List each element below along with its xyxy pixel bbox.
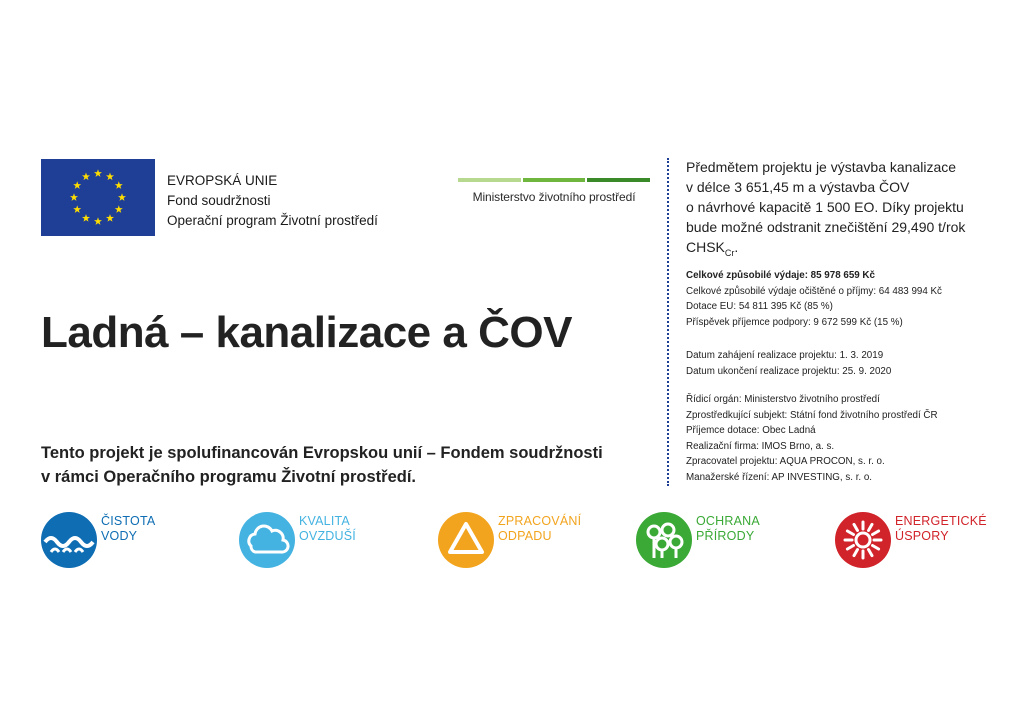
theme-energy-line-2: ÚSPORY [895, 529, 949, 543]
ministry-bars [458, 178, 650, 182]
theme-energy-line-1: ENERGETICKÉ [895, 514, 987, 528]
theme-nature [636, 512, 776, 572]
summary-chsk-sub: Cr [724, 247, 735, 258]
org-recipient: Příjemce dotace: Obec Ladná [686, 425, 816, 436]
ministry-bar-1 [458, 178, 521, 182]
recycle-triangle-icon [438, 512, 494, 568]
eu-star [115, 181, 123, 189]
cost-total: Celkové způsobilé výdaje: 85 978 659 Kč [686, 270, 875, 281]
water-icon [41, 512, 97, 568]
theme-air-line-2: OVZDUŠÍ [299, 529, 356, 543]
summary-chsk: CHSK [686, 239, 725, 255]
eu-flag [41, 159, 155, 236]
theme-air-label [299, 514, 356, 544]
cofinancing-line-2: v rámci Operačního programu Životní prostředí. [41, 468, 416, 486]
project-costs [686, 268, 942, 330]
summary-line-2: v délce 3 651,45 m a výstavba ČOV [686, 179, 910, 195]
org-contractor: Realizační firma: IMOS Brno, a. s. [686, 440, 835, 452]
eu-star [82, 173, 90, 181]
theme-waste-label [498, 514, 581, 544]
eu-star [94, 169, 102, 177]
theme-energy-label [895, 514, 987, 544]
ministry-bar-2 [523, 178, 586, 182]
summary-period: . [734, 239, 739, 255]
ministry-logo [458, 178, 650, 204]
eu-name: EVROPSKÁ UNIE [167, 173, 278, 188]
org-management: Manažerské řízení: AP INVESTING, s. r. o. [686, 471, 873, 483]
project-dates [686, 348, 891, 379]
eu-text-block [167, 171, 378, 231]
page-title: Ladná – kanalizace a ČOV [41, 308, 572, 357]
eu-star [70, 193, 78, 201]
theme-air-line-1: KVALITA [299, 514, 350, 528]
theme-water-line-1: ČISTOTA [101, 514, 156, 528]
eu-stars-icon [41, 159, 155, 236]
theme-waste [438, 512, 598, 572]
theme-water-line-2: VODY [101, 529, 138, 543]
eu-star [73, 181, 81, 189]
theme-nature-line-1: OCHRANA [696, 514, 760, 528]
eu-star [115, 205, 123, 213]
theme-nature-line-2: PŘÍRODY [696, 529, 755, 543]
eu-star [118, 193, 126, 201]
summary-line-4: bude možné odstranit znečištění 29,490 t/rok [686, 219, 966, 235]
theme-waste-line-2: ODPADU [498, 529, 552, 543]
eu-programme: Operační program Životní prostředí [167, 213, 378, 228]
cofinancing-statement [41, 441, 603, 489]
cost-own: Příspěvek příjemce podpory: 9 672 599 Kč (15 %) [686, 316, 903, 328]
cloud-icon [239, 512, 295, 568]
project-organisations [686, 392, 938, 485]
org-managing: Řídicí orgán: Ministerstvo životního prostředí [686, 394, 880, 405]
ministry-label: Ministerstvo životního prostředí [472, 190, 636, 204]
cost-net: Celkové způsobilé výdaje očištěné o příjmy: 64 483 994 Kč [686, 285, 942, 297]
eu-fund: Fond soudržnosti [167, 193, 271, 208]
sun-icon [835, 512, 891, 568]
trees-icon [636, 512, 692, 568]
org-intermediary: Zprostředkující subjekt: Státní fond životního prostředí ČR [686, 409, 938, 421]
cofinancing-line-1: Tento projekt je spolufinancován Evropskou unií – Fondem soudržnosti [41, 444, 603, 462]
project-summary [686, 157, 986, 263]
summary-line-1: Předmětem projektu je výstavba kanalizace [686, 159, 957, 175]
theme-waste-line-1: ZPRACOVÁNÍ [498, 514, 582, 528]
date-start: Datum zahájení realizace projektu: 1. 3. 2019 [686, 350, 884, 361]
org-processor: Zpracovatel projektu: AQUA PROCON, s. r. o. [686, 456, 885, 467]
theme-water [41, 512, 181, 572]
dotted-divider [667, 158, 669, 486]
summary-line-3: o návrhové kapacitě 1 500 EO. Díky projektu [686, 199, 964, 215]
theme-air [239, 512, 379, 572]
eu-star [106, 173, 114, 181]
eu-star [94, 217, 102, 225]
theme-energy [835, 512, 1005, 572]
eu-star [73, 205, 81, 213]
cost-eu: Dotace EU: 54 811 395 Kč (85 %) [686, 301, 833, 312]
summary-line-5 [686, 237, 986, 263]
eu-star [106, 214, 114, 222]
theme-water-label [101, 514, 155, 544]
ministry-bar-3 [587, 178, 650, 182]
theme-nature-label [696, 514, 760, 544]
eu-star [82, 214, 90, 222]
date-end: Datum ukončení realizace projektu: 25. 9. 2020 [686, 365, 892, 377]
